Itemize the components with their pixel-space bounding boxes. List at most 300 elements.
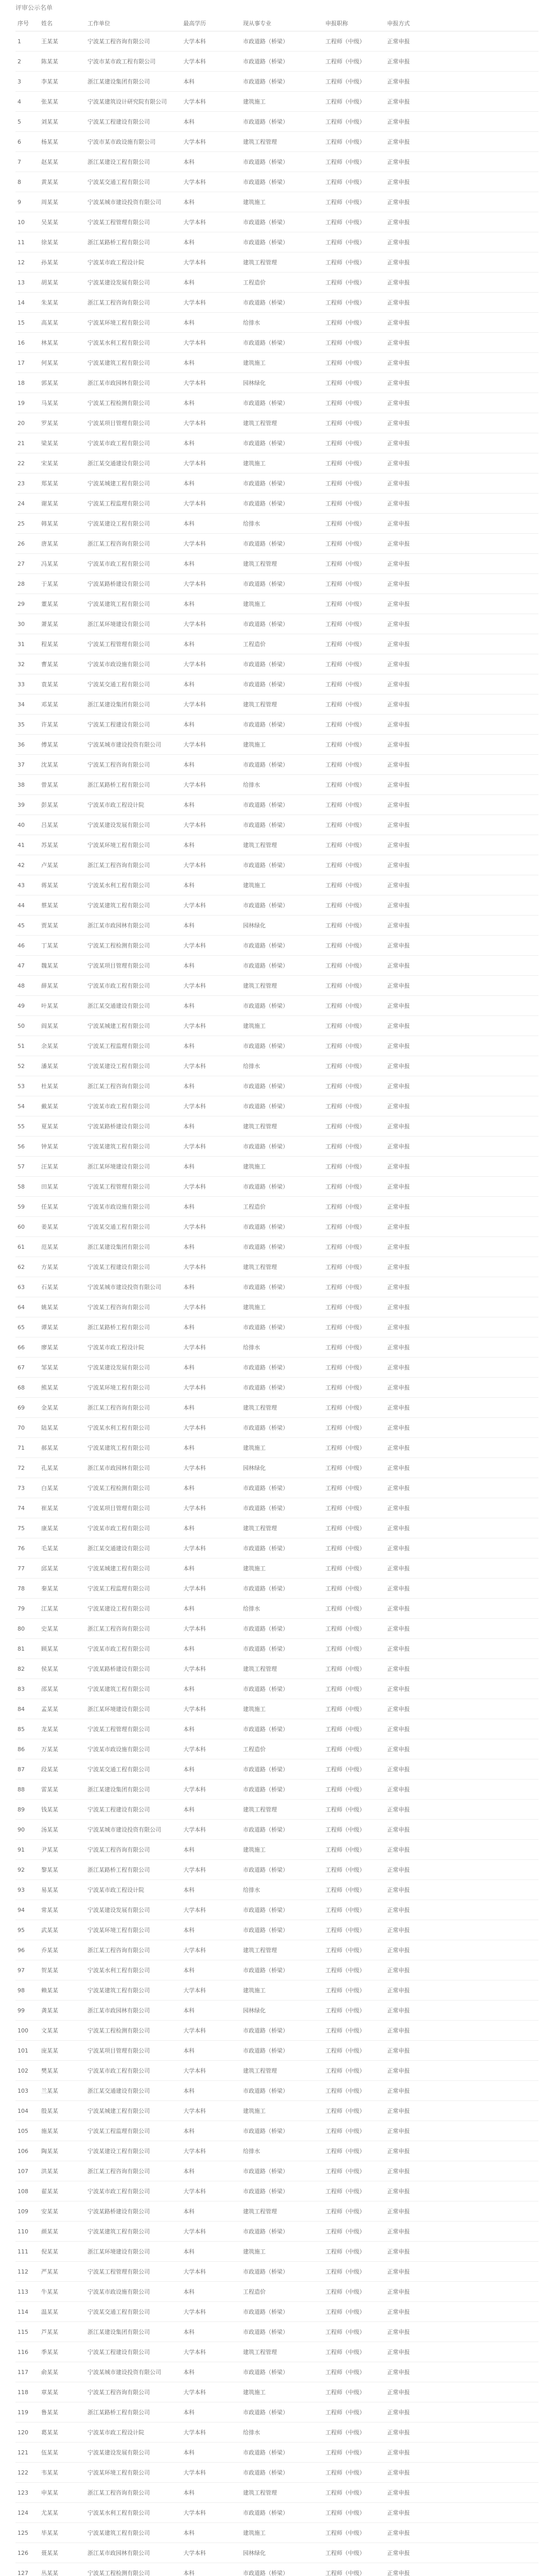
row-title: 工程师（中级） [323, 1137, 385, 1157]
table-row [15, 1257, 538, 1277]
row-employer: 宁波某城市建设投资有限公司 [85, 2362, 181, 2382]
row-title: 工程师（中级） [323, 775, 385, 795]
row-method: 正常申报 [385, 2402, 447, 2422]
row-method: 正常申报 [385, 1840, 447, 1860]
row-specialty: 市政道路（桥梁） [241, 574, 323, 594]
table-row [15, 2362, 538, 2382]
row-employer: 宁波某工程咨询有限公司 [85, 2382, 181, 2402]
row-title: 工程师（中级） [323, 333, 385, 353]
row-method: 正常申报 [385, 1739, 447, 1759]
row-specialty: 市政道路（桥梁） [241, 1860, 323, 1880]
row-education: 大学本科 [181, 1739, 241, 1759]
row-extra [447, 313, 538, 333]
row-name: 龙某某 [39, 1719, 85, 1739]
row-specialty: 给排水 [241, 1056, 323, 1076]
row-title: 工程师（中级） [323, 1438, 385, 1458]
row-employer: 宁波某建设发展有限公司 [85, 273, 181, 293]
row-education: 大学本科 [181, 293, 241, 313]
row-method: 正常申报 [385, 554, 447, 574]
row-method: 正常申报 [385, 594, 447, 614]
row-name: 蔡某某 [39, 895, 85, 916]
row-name: 马某某 [39, 393, 85, 413]
row-name: 郑某某 [39, 473, 85, 494]
table-row [15, 2061, 538, 2081]
row-method: 正常申报 [385, 333, 447, 353]
row-extra [447, 594, 538, 614]
row-title: 工程师（中级） [323, 152, 385, 172]
row-extra [447, 2543, 538, 2563]
row-method: 正常申报 [385, 313, 447, 333]
table-row [15, 2523, 538, 2543]
row-title: 工程师（中级） [323, 494, 385, 514]
row-education: 大学本科 [181, 2422, 241, 2443]
row-employer: 浙江某建设集团有限公司 [85, 1780, 181, 1800]
row-specialty: 市政道路（桥梁） [241, 1378, 323, 1398]
row-index: 27 [15, 554, 39, 574]
row-extra [447, 1518, 538, 1538]
row-name: 安某某 [39, 2201, 85, 2222]
row-specialty: 给排水 [241, 313, 323, 333]
row-extra [447, 1960, 538, 1980]
row-name: 秦某某 [39, 1579, 85, 1599]
row-index: 85 [15, 1719, 39, 1739]
table-row [15, 1137, 538, 1157]
table-row [15, 755, 538, 775]
table-row [15, 2201, 538, 2222]
row-title: 工程师（中级） [323, 1056, 385, 1076]
row-name: 严某某 [39, 2262, 85, 2282]
row-employer: 浙江某交通建设有限公司 [85, 2081, 181, 2101]
row-title: 工程师（中级） [323, 473, 385, 494]
row-specialty: 市政道路（桥梁） [241, 1096, 323, 1116]
row-extra [447, 534, 538, 554]
row-name: 苏某某 [39, 835, 85, 855]
row-specialty: 市政道路（桥梁） [241, 2021, 323, 2041]
row-method: 正常申报 [385, 755, 447, 775]
row-title: 工程师（中级） [323, 1398, 385, 1418]
row-index: 38 [15, 775, 39, 795]
row-name: 孔某某 [39, 1458, 85, 1478]
row-name: 史某某 [39, 1619, 85, 1639]
row-title: 工程师（中级） [323, 835, 385, 855]
row-specialty: 建筑工程管理 [241, 132, 323, 152]
row-index: 55 [15, 1116, 39, 1137]
row-employer: 浙江某市政园林有限公司 [85, 2543, 181, 2563]
row-education: 本科 [181, 1800, 241, 1820]
row-extra [447, 192, 538, 212]
table-row [15, 2302, 538, 2322]
row-name: 丁某某 [39, 936, 85, 956]
row-method: 正常申报 [385, 112, 447, 132]
row-extra [447, 1800, 538, 1820]
row-specialty: 市政道路（桥梁） [241, 1719, 323, 1739]
row-method: 正常申报 [385, 2081, 447, 2101]
row-title: 工程师（中级） [323, 2362, 385, 2382]
row-name: 孙某某 [39, 252, 85, 273]
row-employer: 宁波某市政工程设计院 [85, 1880, 181, 1900]
row-method: 正常申报 [385, 1418, 447, 1438]
row-index: 20 [15, 413, 39, 433]
row-extra [447, 2362, 538, 2382]
row-method: 正常申报 [385, 534, 447, 554]
row-title: 工程师（中级） [323, 2523, 385, 2543]
table-row [15, 1759, 538, 1780]
row-method: 正常申报 [385, 2463, 447, 2483]
row-index: 119 [15, 2402, 39, 2422]
row-education: 大学本科 [181, 2302, 241, 2322]
row-education: 本科 [181, 2362, 241, 2382]
row-method: 正常申报 [385, 2382, 447, 2402]
row-specialty: 工程造价 [241, 1739, 323, 1759]
row-index: 110 [15, 2222, 39, 2242]
row-specialty: 市政道路（桥梁） [241, 755, 323, 775]
row-title: 工程师（中级） [323, 2001, 385, 2021]
row-index: 122 [15, 2463, 39, 2483]
row-employer: 宁波某工程管理有限公司 [85, 1719, 181, 1739]
row-specialty: 市政道路（桥梁） [241, 895, 323, 916]
row-specialty: 市政道路（桥梁） [241, 2041, 323, 2061]
row-education: 本科 [181, 72, 241, 92]
row-specialty: 建筑工程管理 [241, 1800, 323, 1820]
row-method: 正常申报 [385, 2101, 447, 2121]
row-name: 萧某某 [39, 614, 85, 634]
row-title: 工程师（中级） [323, 1800, 385, 1820]
row-employer: 宁波某市政工程有限公司 [85, 2061, 181, 2081]
row-extra [447, 1378, 538, 1398]
table-row [15, 514, 538, 534]
row-employer: 宁波某工程咨询有限公司 [85, 755, 181, 775]
row-extra [447, 1920, 538, 1940]
table-row [15, 2483, 538, 2503]
row-education: 大学本科 [181, 172, 241, 192]
table-row [15, 694, 538, 715]
row-index: 118 [15, 2382, 39, 2402]
row-employer: 宁波某市政工程有限公司 [85, 1639, 181, 1659]
row-specialty: 市政道路（桥梁） [241, 1679, 323, 1699]
row-title: 工程师（中级） [323, 433, 385, 453]
row-name: 许某某 [39, 715, 85, 735]
row-specialty: 市政道路（桥梁） [241, 1217, 323, 1237]
row-index: 7 [15, 152, 39, 172]
table-row [15, 1056, 538, 1076]
row-name: 汪某某 [39, 1157, 85, 1177]
row-title: 工程师（中级） [323, 2382, 385, 2402]
row-method: 正常申报 [385, 52, 447, 72]
row-specialty: 市政道路（桥梁） [241, 1619, 323, 1639]
row-title: 工程师（中级） [323, 694, 385, 715]
table-row [15, 634, 538, 654]
row-method: 正常申报 [385, 614, 447, 634]
row-employer: 宁波某路桥建设有限公司 [85, 1116, 181, 1137]
row-specialty: 市政道路（桥梁） [241, 2181, 323, 2201]
row-specialty: 建筑施工 [241, 594, 323, 614]
row-employer: 浙江某路桥工程有限公司 [85, 232, 181, 252]
table-row [15, 1619, 538, 1639]
row-index: 84 [15, 1699, 39, 1719]
row-specialty: 市政道路（桥梁） [241, 2161, 323, 2181]
row-title: 工程师（中级） [323, 1659, 385, 1679]
row-title: 工程师（中级） [323, 132, 385, 152]
row-name: 吕某某 [39, 815, 85, 835]
row-employer: 宁波某城市建设投资有限公司 [85, 1820, 181, 1840]
table-row [15, 715, 538, 735]
row-education: 本科 [181, 1036, 241, 1056]
row-extra [447, 1759, 538, 1780]
table-row [15, 2222, 538, 2242]
row-name: 陆某某 [39, 1418, 85, 1438]
row-title: 工程师（中级） [323, 2201, 385, 2222]
row-name: 胡某某 [39, 273, 85, 293]
row-employer: 宁波某市政设施有限公司 [85, 654, 181, 674]
row-index: 49 [15, 996, 39, 1016]
row-index: 71 [15, 1438, 39, 1458]
row-extra [447, 373, 538, 393]
row-index: 116 [15, 2342, 39, 2362]
table-row [15, 614, 538, 634]
table-row [15, 2041, 538, 2061]
table-row [15, 554, 538, 574]
row-name: 邱某某 [39, 1558, 85, 1579]
row-extra [447, 2443, 538, 2463]
row-employer: 宁波某城建工程有限公司 [85, 1558, 181, 1579]
row-specialty: 建筑工程管理 [241, 976, 323, 996]
row-education: 本科 [181, 1157, 241, 1177]
row-extra [447, 433, 538, 453]
row-education: 本科 [181, 232, 241, 252]
row-extra [447, 1217, 538, 1237]
row-index: 89 [15, 1800, 39, 1820]
row-title: 工程师（中级） [323, 353, 385, 373]
row-method: 正常申报 [385, 1498, 447, 1518]
row-title: 工程师（中级） [323, 1579, 385, 1599]
table-row [15, 494, 538, 514]
row-index: 111 [15, 2242, 39, 2262]
row-index: 52 [15, 1056, 39, 1076]
table-row [15, 2242, 538, 2262]
row-education: 大学本科 [181, 1900, 241, 1920]
row-name: 钟某某 [39, 1137, 85, 1157]
row-employer: 宁波某工程咨询有限公司 [85, 31, 181, 52]
row-employer: 宁波某建筑工程有限公司 [85, 353, 181, 373]
row-name: 唐某某 [39, 534, 85, 554]
row-education: 大学本科 [181, 2382, 241, 2402]
row-extra [447, 92, 538, 112]
row-education: 大学本科 [181, 574, 241, 594]
row-index: 97 [15, 1960, 39, 1980]
row-education: 大学本科 [181, 1056, 241, 1076]
row-employer: 宁波某项目管理有限公司 [85, 1498, 181, 1518]
row-name: 阎某某 [39, 1016, 85, 1036]
row-name: 黎某某 [39, 1860, 85, 1880]
row-method: 正常申报 [385, 2282, 447, 2302]
row-specialty: 建筑施工 [241, 1297, 323, 1317]
row-title: 工程师（中级） [323, 413, 385, 433]
row-method: 正常申报 [385, 1137, 447, 1157]
row-title: 工程师（中级） [323, 373, 385, 393]
row-method: 正常申报 [385, 2141, 447, 2161]
row-education: 本科 [181, 634, 241, 654]
row-extra [447, 1498, 538, 1518]
row-method: 正常申报 [385, 1860, 447, 1880]
row-employer: 宁波某工程咨询有限公司 [85, 1297, 181, 1317]
row-index: 40 [15, 815, 39, 835]
row-education: 本科 [181, 1639, 241, 1659]
row-method: 正常申报 [385, 1900, 447, 1920]
row-specialty: 市政道路（桥梁） [241, 393, 323, 413]
row-specialty: 给排水 [241, 2141, 323, 2161]
row-employer: 宁波某路桥建设有限公司 [85, 574, 181, 594]
row-education: 大学本科 [181, 1820, 241, 1840]
row-name: 薛某某 [39, 976, 85, 996]
row-extra [447, 353, 538, 373]
row-method: 正常申报 [385, 373, 447, 393]
row-extra [447, 634, 538, 654]
row-education: 本科 [181, 2443, 241, 2463]
row-method: 正常申报 [385, 1659, 447, 1679]
row-employer: 宁波某工程检测有限公司 [85, 393, 181, 413]
row-method: 正常申报 [385, 494, 447, 514]
row-method: 正常申报 [385, 2422, 447, 2443]
row-title: 工程师（中级） [323, 1016, 385, 1036]
table-row [15, 2081, 538, 2101]
row-index: 35 [15, 715, 39, 735]
row-extra [447, 2382, 538, 2402]
row-name: 邵某某 [39, 1679, 85, 1699]
row-employer: 宁波某工程建设有限公司 [85, 112, 181, 132]
row-index: 23 [15, 473, 39, 494]
row-method: 正常申报 [385, 634, 447, 654]
row-extra [447, 132, 538, 152]
row-title: 工程师（中级） [323, 52, 385, 72]
row-extra [447, 1619, 538, 1639]
row-name: 郝某某 [39, 1438, 85, 1458]
row-education: 本科 [181, 755, 241, 775]
row-specialty: 市政道路（桥梁） [241, 232, 323, 252]
table-row [15, 172, 538, 192]
row-employer: 宁波某建筑工程有限公司 [85, 594, 181, 614]
row-method: 正常申报 [385, 1518, 447, 1538]
table-row [15, 976, 538, 996]
row-index: 24 [15, 494, 39, 514]
row-name: 熊某某 [39, 1378, 85, 1398]
row-specialty: 市政道路（桥梁） [241, 2563, 323, 2576]
row-title: 工程师（中级） [323, 2081, 385, 2101]
row-method: 正常申报 [385, 1960, 447, 1980]
table-row [15, 31, 538, 52]
row-specialty: 建筑施工 [241, 1016, 323, 1036]
table-row [15, 1940, 538, 1960]
row-name: 曾某某 [39, 775, 85, 795]
row-specialty: 建筑施工 [241, 1438, 323, 1458]
row-index: 74 [15, 1498, 39, 1518]
header-name: 姓名 [39, 15, 85, 31]
row-title: 工程师（中级） [323, 2443, 385, 2463]
row-specialty: 市政道路（桥梁） [241, 2222, 323, 2242]
row-method: 正常申报 [385, 1458, 447, 1478]
table-row [15, 2001, 538, 2021]
row-method: 正常申报 [385, 1699, 447, 1719]
row-name: 兰某某 [39, 2081, 85, 2101]
row-specialty: 建筑工程管理 [241, 1257, 323, 1277]
table-row [15, 393, 538, 413]
row-method: 正常申报 [385, 936, 447, 956]
row-index: 8 [15, 172, 39, 192]
row-specialty: 市政道路（桥梁） [241, 1277, 323, 1297]
row-method: 正常申报 [385, 875, 447, 895]
row-employer: 宁波某市政工程设计院 [85, 2422, 181, 2443]
row-extra [447, 2322, 538, 2342]
row-method: 正常申报 [385, 1780, 447, 1800]
row-title: 工程师（中级） [323, 2402, 385, 2422]
row-method: 正常申报 [385, 2523, 447, 2543]
row-method: 正常申报 [385, 2161, 447, 2181]
row-index: 39 [15, 795, 39, 815]
table-row [15, 232, 538, 252]
row-specialty: 建筑工程管理 [241, 835, 323, 855]
table-row [15, 2382, 538, 2402]
row-extra [447, 2503, 538, 2523]
row-employer: 浙江某建设集团有限公司 [85, 2322, 181, 2342]
table-row [15, 1197, 538, 1217]
row-method: 正常申报 [385, 1297, 447, 1317]
row-specialty: 市政道路（桥梁） [241, 936, 323, 956]
table-row [15, 2181, 538, 2201]
table-row [15, 2402, 538, 2422]
row-title: 工程师（中级） [323, 1297, 385, 1317]
row-name: 李某某 [39, 72, 85, 92]
row-employer: 宁波某市政设施有限公司 [85, 1197, 181, 1217]
row-specialty: 建筑工程管理 [241, 1940, 323, 1960]
row-extra [447, 936, 538, 956]
row-index: 53 [15, 1076, 39, 1096]
row-employer: 浙江某环境建设有限公司 [85, 614, 181, 634]
row-title: 工程师（中级） [323, 2181, 385, 2201]
row-employer: 宁波某工程建设有限公司 [85, 1800, 181, 1820]
row-employer: 浙江某建设集团有限公司 [85, 72, 181, 92]
row-method: 正常申报 [385, 152, 447, 172]
row-name: 尤某某 [39, 2503, 85, 2523]
row-extra [447, 775, 538, 795]
row-index: 115 [15, 2322, 39, 2342]
row-education: 本科 [181, 996, 241, 1016]
row-education: 大学本科 [181, 2061, 241, 2081]
row-employer: 宁波某城建工程有限公司 [85, 1016, 181, 1036]
table-row [15, 735, 538, 755]
row-education: 本科 [181, 2201, 241, 2222]
row-index: 101 [15, 2041, 39, 2061]
row-method: 正常申报 [385, 1800, 447, 1820]
row-education: 大学本科 [181, 453, 241, 473]
row-specialty: 工程造价 [241, 2282, 323, 2302]
row-title: 工程师（中级） [323, 2503, 385, 2523]
row-extra [447, 1820, 538, 1840]
row-education: 大学本科 [181, 815, 241, 835]
row-title: 工程师（中级） [323, 1880, 385, 1900]
row-name: 任某某 [39, 1197, 85, 1217]
row-method: 正常申报 [385, 715, 447, 735]
row-specialty: 园林绿化 [241, 2001, 323, 2021]
row-education: 本科 [181, 2282, 241, 2302]
row-extra [447, 2081, 538, 2101]
row-index: 98 [15, 1980, 39, 2001]
row-specialty: 建筑施工 [241, 1157, 323, 1177]
row-title: 工程师（中级） [323, 1458, 385, 1478]
row-extra [447, 2342, 538, 2362]
row-index: 102 [15, 2061, 39, 2081]
table-row [15, 1639, 538, 1659]
row-index: 11 [15, 232, 39, 252]
row-method: 正常申报 [385, 1478, 447, 1498]
